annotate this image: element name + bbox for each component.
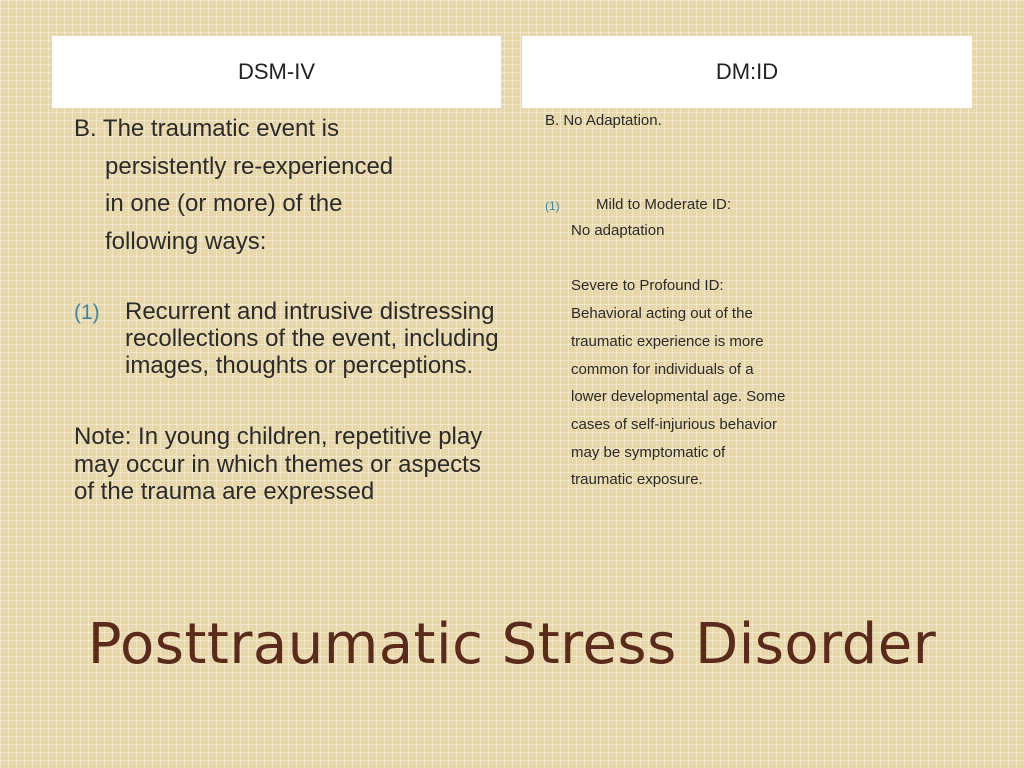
spacer bbox=[571, 245, 965, 273]
lead-line-4: following ways: bbox=[105, 227, 267, 255]
adaptation-lead: B. No Adaptation. bbox=[545, 112, 662, 129]
lead-line-2: persistently re-experienced bbox=[105, 152, 394, 180]
lead-line-1: B. The traumatic event is bbox=[74, 115, 340, 142]
severe-profound-text: Severe to Profound ID: Behavioral acting out of the traumatic experience is more common for individuals of a lower developmental age. Some cases of self-injurious behavior may be symptomatic of traumatic exposure. bbox=[571, 277, 786, 489]
item-line-2: No adaptation bbox=[571, 222, 665, 239]
header-dm-id-label: DM:ID bbox=[715, 59, 779, 84]
header-dsm-iv bbox=[52, 36, 501, 108]
item-number: (1) bbox=[74, 301, 100, 324]
header-dm-id bbox=[522, 36, 972, 108]
adaptation-item-1 bbox=[545, 194, 965, 217]
criterion-b-lead bbox=[74, 110, 504, 260]
slide-title: Posttraumatic Stress Disorder bbox=[87, 612, 937, 677]
item-heading: Mild to Moderate ID: bbox=[596, 196, 732, 213]
adaptation-body bbox=[545, 217, 965, 494]
header-dsm-iv-label: DSM-IV bbox=[238, 59, 315, 84]
note-text: Note: In young children, repetitive play may occur in which themes or aspects of the trauma are expressed bbox=[74, 423, 483, 505]
criterion-item-1 bbox=[74, 298, 504, 379]
item-number: (1) bbox=[545, 199, 560, 213]
item-text: Recurrent and intrusive distressing recollections of the event, including images, thoughts or perceptions. bbox=[125, 298, 499, 379]
lead-line-3: in one (or more) of the bbox=[105, 190, 343, 217]
dsm-iv-column bbox=[74, 110, 504, 506]
dm-id-column bbox=[545, 110, 965, 494]
